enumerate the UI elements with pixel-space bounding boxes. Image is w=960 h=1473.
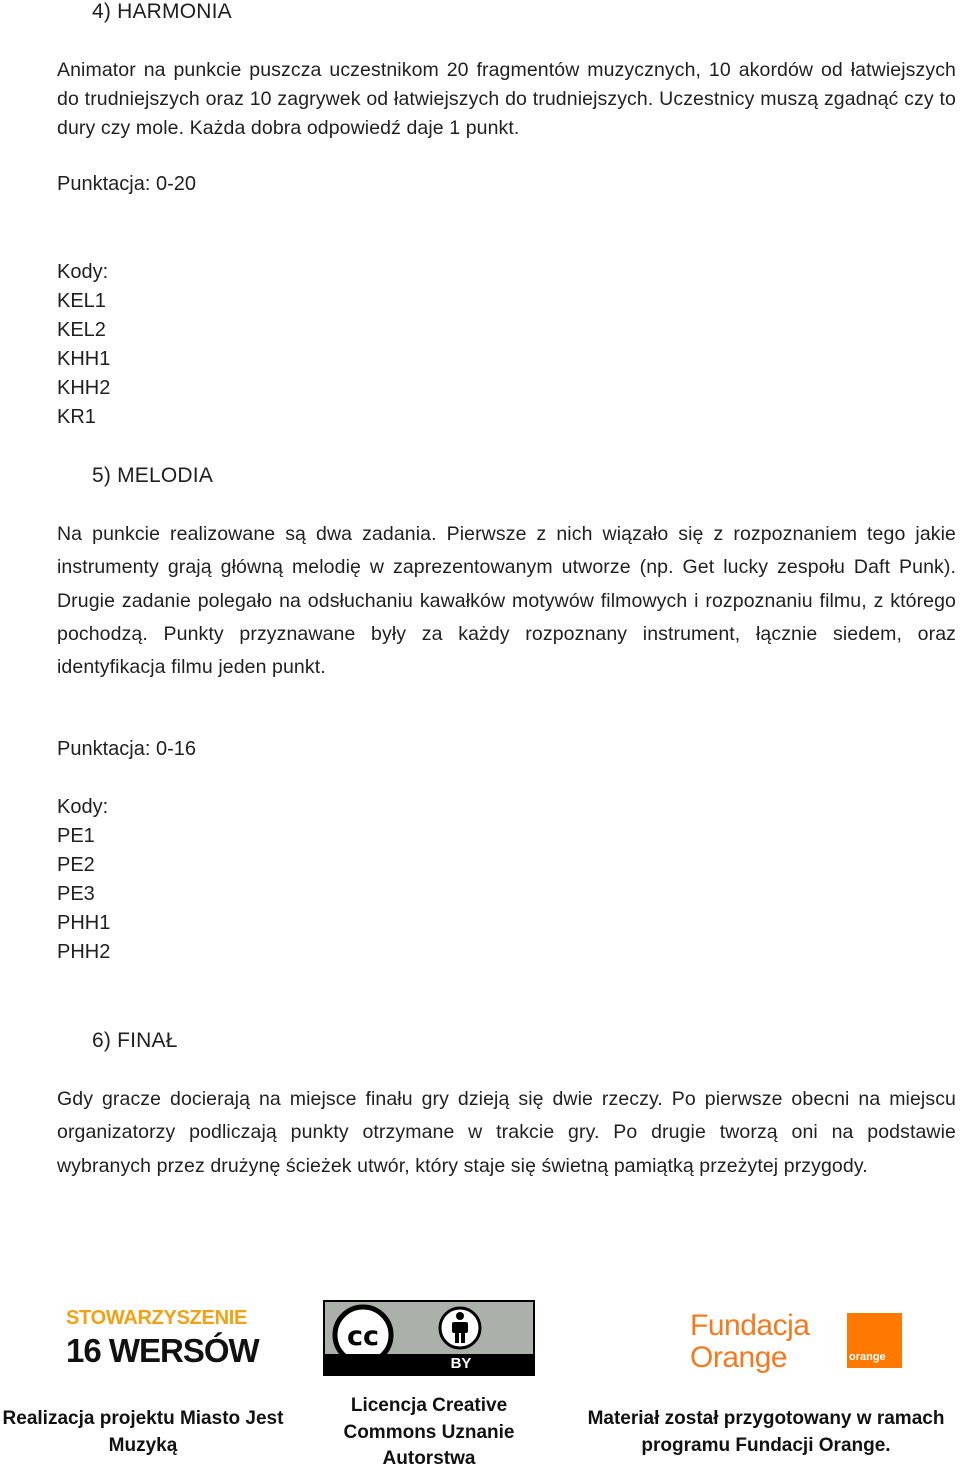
code-item: KHH2 <box>57 377 111 399</box>
cc-badge-strip <box>325 1354 533 1374</box>
section-heading-harmonia: 4) HARMONIA <box>92 0 232 23</box>
cc-by-label: BY <box>450 1355 472 1372</box>
code-item: PE1 <box>57 825 95 847</box>
section-heading-melodia: 5) MELODIA <box>92 464 214 487</box>
codes-list-melodia <box>57 822 110 967</box>
code-item: PE2 <box>57 854 95 876</box>
paragraph-final: Gdy gracze docierają na miejsce finału gry dzieją się dwie rzeczy. Po pierwsze obecni na miejscu organizatorzy podliczają punkty otrzymane w trakcie gry. Po drugie tworzą oni na podstawie wybranych przez drużynę ścieżek utwór, który staje się świetną pamiątką przeżytej przygody. <box>57 1088 956 1177</box>
code-item: KR1 <box>57 406 96 428</box>
orange-logo-label: orange <box>849 1351 886 1363</box>
svg-text:cc: cc <box>346 1321 380 1352</box>
code-item: PHH2 <box>57 941 111 963</box>
paragraph-melodia: Na punkcie realizowane są dwa zadania. Pierwsze z nich wiązało się z rozpoznaniem tego jakie instrumenty grają główną melodię w zaprezentowanym utworze (np. Get lucky zespołu Daft Punk). Drugie zadanie polegało na odsłuchaniu kawałków motywów filmowych i rozpoznaniu filmu, z którego pochodzą. Punkty przyznawane były za każdy rozpoznany instrument, łącznie siedem, oraz identyfikacja filmu jeden punkt. <box>57 523 956 679</box>
codes-list-harmonia <box>57 287 110 432</box>
codes-label-harmonia: Kody: <box>57 261 109 283</box>
code-item: KEL2 <box>57 319 106 341</box>
logo-line-top: STOWARZYSZENIE <box>66 1307 248 1329</box>
score-harmonia: Punktacja: 0-20 <box>57 173 196 195</box>
footer-caption-project: Realizacja projektu Miasto Jest Muzyką <box>2 1408 284 1456</box>
section-heading-final: 6) FINAŁ <box>92 1029 178 1052</box>
footer-caption-license: Licencja Creative Commons Uznanie Autorstwa <box>343 1395 515 1469</box>
creative-commons-badge <box>323 1300 535 1376</box>
code-item: KHH1 <box>57 348 111 370</box>
logo-line-bottom: 16 WERSÓW <box>66 1332 259 1369</box>
attribution-person-icon <box>437 1305 483 1351</box>
code-item: PE3 <box>57 883 95 905</box>
orange-logo-box <box>847 1313 902 1368</box>
fundacja-orange-logo-text: Fundacja Orange <box>690 1309 810 1374</box>
codes-label-melodia: Kody: <box>57 796 109 818</box>
stowarzyszenie-16-wersow-logo <box>66 1305 259 1371</box>
paragraph-harmonia: Animator na punkcie puszcza uczestnikom 20 fragmentów muzycznych, 10 akordów od łatwiejszych do trudniejszych oraz 10 zagrywek od łatwiejszych do trudniejszych. Uczestnicy muszą zgadnąć czy to dury czy mole. Każda dobra odpowiedź daje 1 punkt. <box>57 59 956 139</box>
footer-caption-program: Materiał został przygotowany w ramach programu Fundacji Orange. <box>587 1408 945 1456</box>
code-item: PHH1 <box>57 912 111 934</box>
score-melodia: Punktacja: 0-16 <box>57 738 196 760</box>
code-item: KEL1 <box>57 290 106 312</box>
